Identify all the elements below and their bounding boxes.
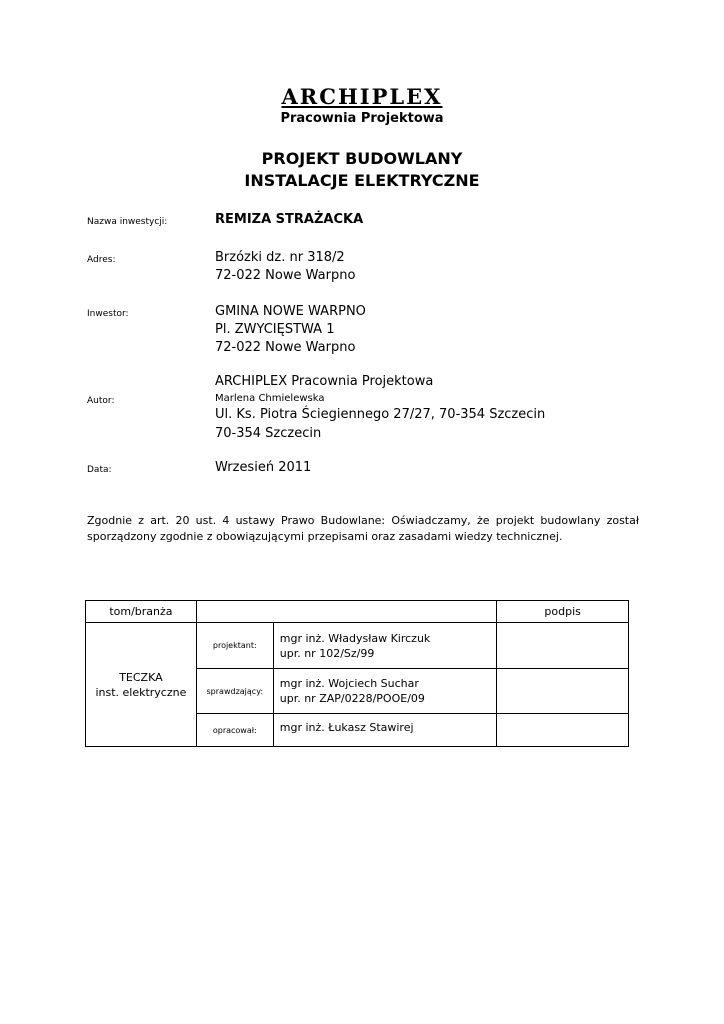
date-value: Wrzesień 2011 bbox=[215, 460, 312, 475]
teczka-branch: inst. elektryczne bbox=[95, 685, 187, 699]
role-sprawdzajacy: sprawdzający: bbox=[196, 669, 273, 714]
table-row bbox=[86, 623, 629, 669]
person-name: mgr inż. Wojciech Suchar bbox=[279, 677, 419, 690]
date-label: Data: bbox=[87, 465, 112, 475]
address-line-2: 72-022 Nowe Warpno bbox=[215, 268, 356, 283]
investor-line-1: GMINA NOWE WARPNO bbox=[215, 304, 366, 319]
investor-line-3: 72-022 Nowe Warpno bbox=[215, 340, 356, 355]
address-line-1: Brzózki dz. nr 318/2 bbox=[215, 250, 345, 265]
company-logo-text: ARCHIPLEX bbox=[281, 84, 443, 109]
investment-value: REMIZA STRAŻACKA bbox=[215, 212, 364, 227]
company-subtitle: Pracownia Projektowa bbox=[280, 111, 444, 126]
role-opracowal: opracował: bbox=[196, 714, 273, 747]
signature-table bbox=[85, 600, 629, 747]
investment-label: Nazwa inwestycji: bbox=[87, 217, 168, 227]
role-projektant: projektant: bbox=[196, 623, 273, 669]
author-line-3: Ul. Ks. Piotra Ściegiennego 27/27, 70-354 Szczecin bbox=[215, 407, 546, 422]
author-line-1: ARCHIPLEX Pracownia Projektowa bbox=[215, 374, 434, 389]
person-name: mgr inż. Łukasz Stawirej bbox=[279, 721, 414, 734]
signature-cell bbox=[497, 669, 629, 714]
teczka-cell bbox=[86, 623, 197, 747]
author-label: Autor: bbox=[87, 396, 115, 406]
compliance-statement: Zgodnie z art. 20 ust. 4 ustawy Prawo Budowlane: Oświadczamy, że projekt budowlany został sporządzony zgodnie z obowiązującymi przepisami oraz zasadami wiedzy technicznej. bbox=[87, 514, 639, 543]
address-label: Adres: bbox=[87, 255, 116, 265]
person-license: upr. nr 102/Sz/99 bbox=[279, 646, 375, 660]
investor-label: Inwestor: bbox=[87, 309, 129, 319]
person-license: upr. nr ZAP/0228/POOE/09 bbox=[279, 692, 425, 705]
person-cell bbox=[273, 623, 497, 669]
teczka-label: TECZKA bbox=[119, 670, 163, 684]
document-title: PROJEKT BUDOWLANY bbox=[261, 149, 463, 168]
column-header-empty bbox=[196, 601, 497, 623]
column-header-tom: tom/branża bbox=[86, 601, 197, 623]
person-name: mgr inż. Władysław Kirczuk bbox=[279, 631, 431, 645]
signature-cell bbox=[497, 714, 629, 747]
investor-line-2: Pl. ZWYCIĘSTWA 1 bbox=[215, 322, 335, 337]
person-cell bbox=[273, 714, 497, 747]
table-header-row bbox=[86, 601, 629, 623]
column-header-podpis: podpis bbox=[497, 601, 629, 623]
author-line-4: 70-354 Szczecin bbox=[215, 426, 322, 441]
signature-cell bbox=[497, 623, 629, 669]
author-line-2: Marlena Chmielewska bbox=[215, 393, 325, 404]
document-subtitle: INSTALACJE ELEKTRYCZNE bbox=[244, 171, 480, 190]
person-cell bbox=[273, 669, 497, 714]
